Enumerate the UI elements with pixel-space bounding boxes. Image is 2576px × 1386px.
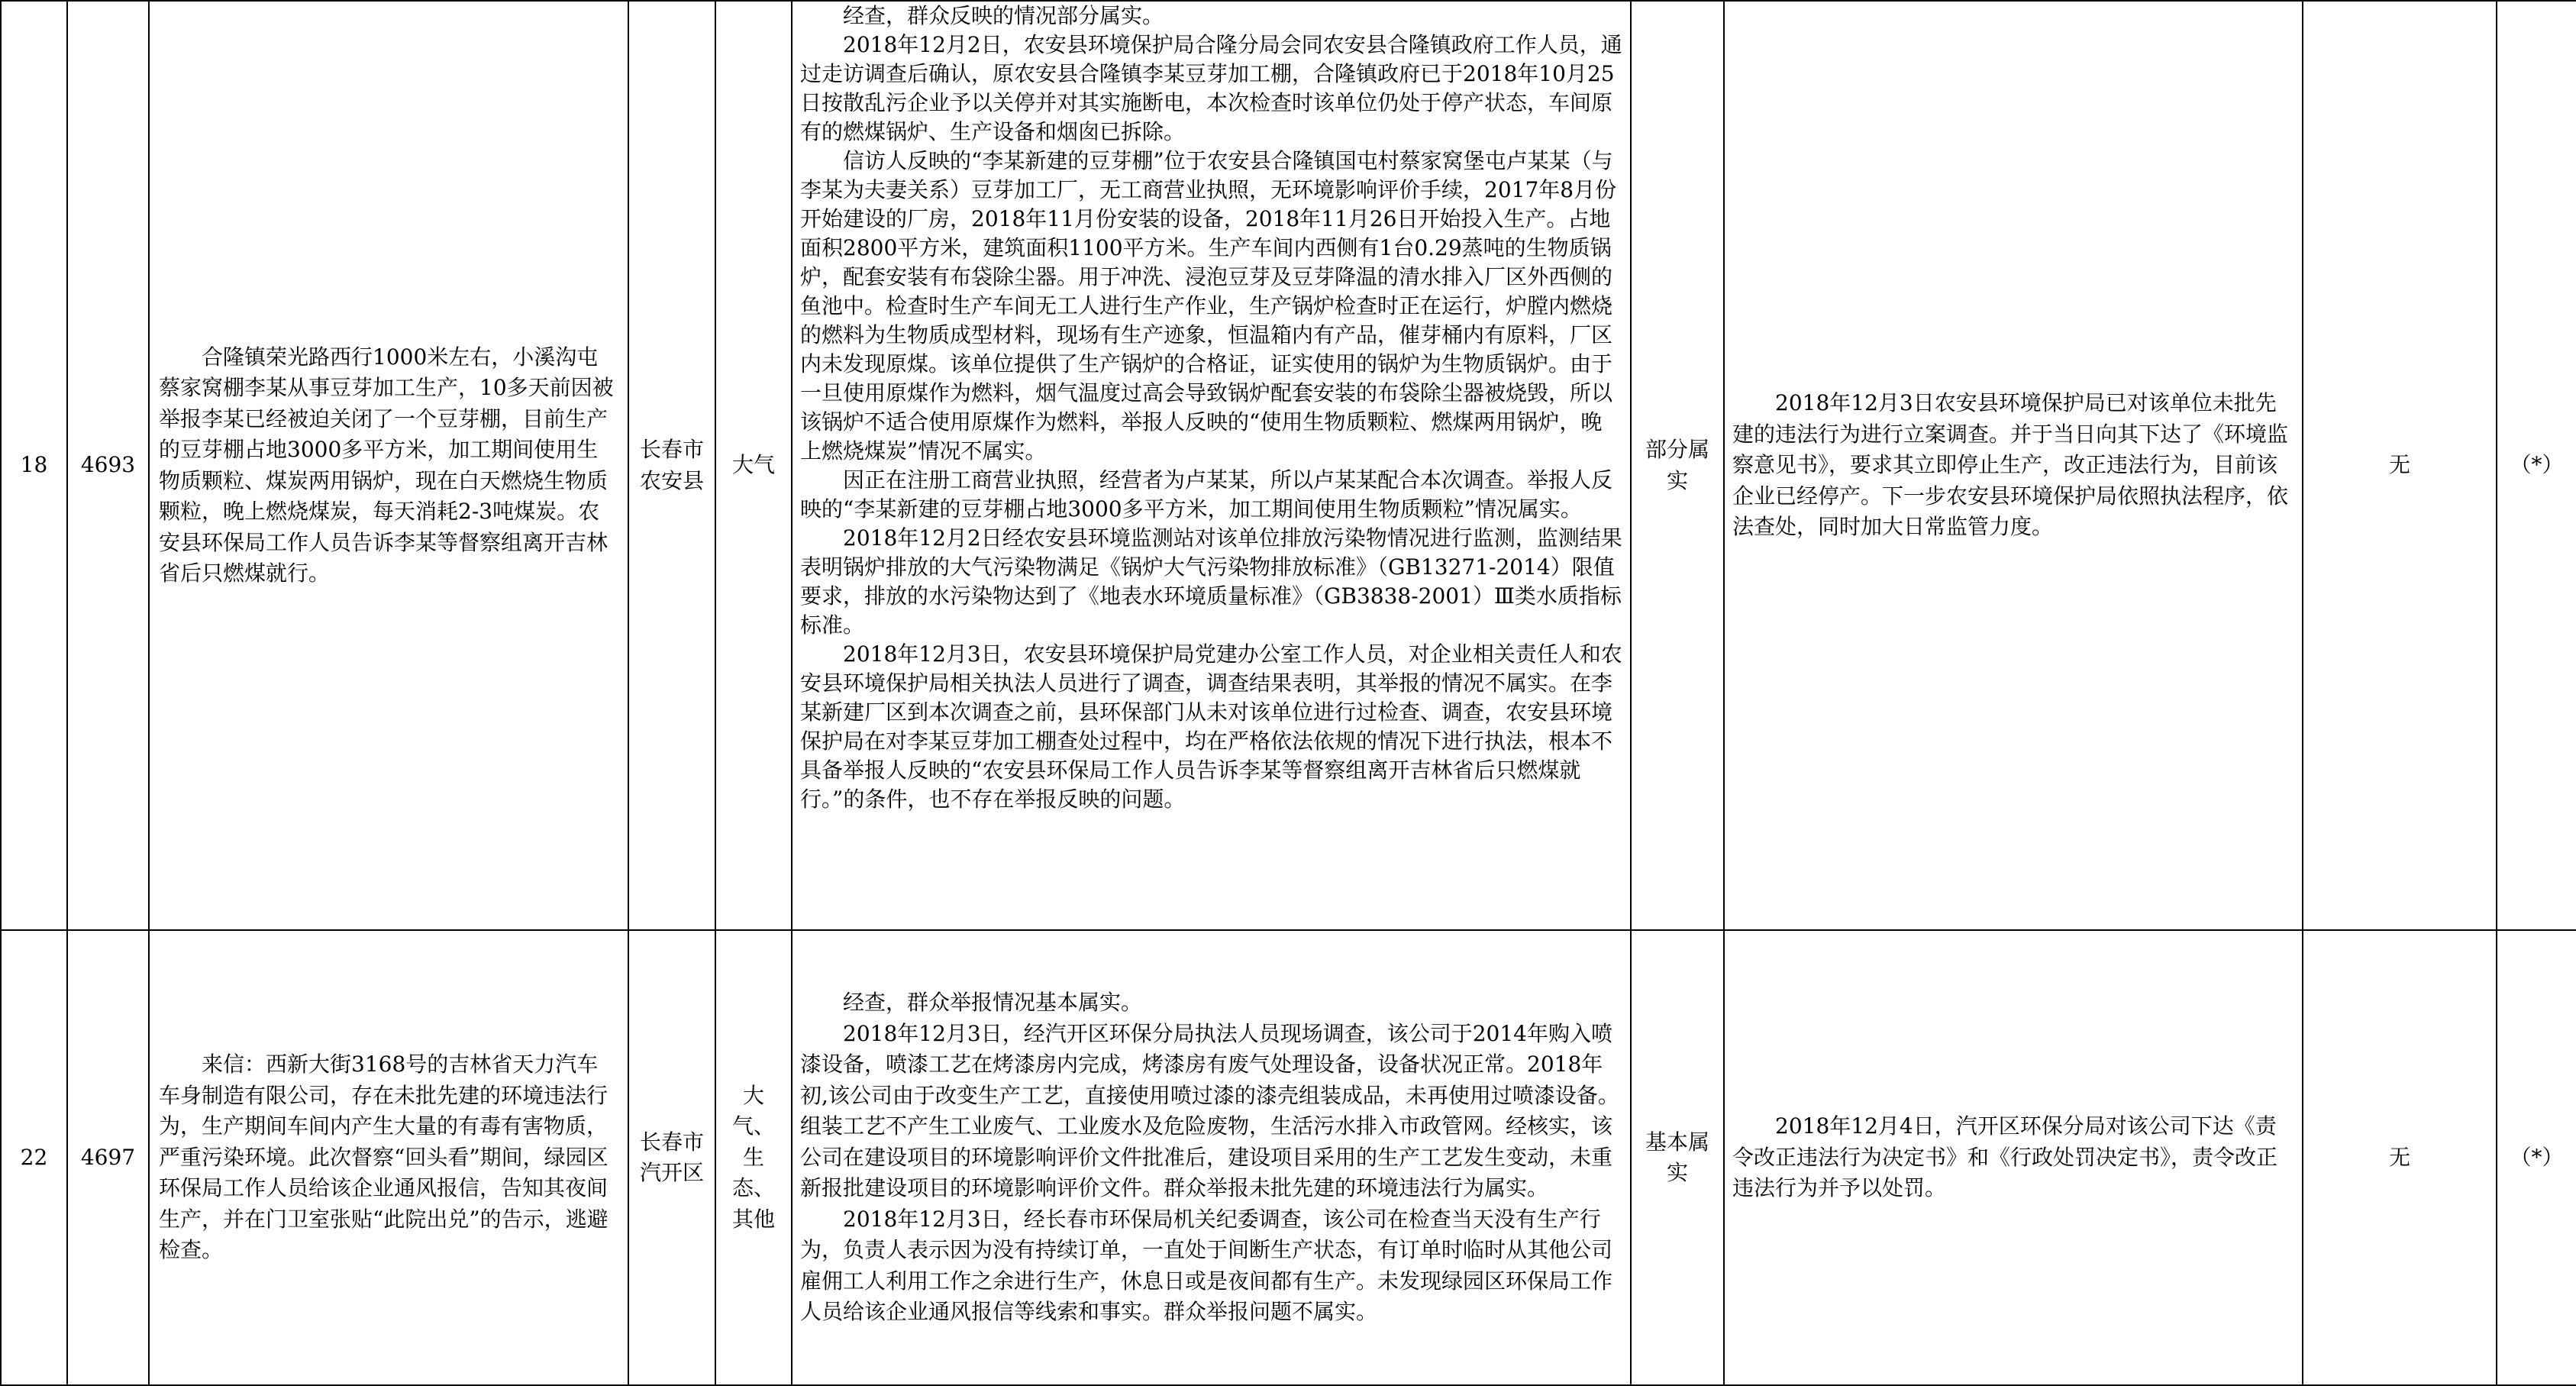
pollution-category: 大气、生态、其他 [715,930,792,1385]
verification-result: 基本属实 [1631,930,1724,1385]
process-paragraph: 经查，群众举报情况基本属实。 [843,990,1143,1016]
verification-result: 部分属实 [1631,1,1724,930]
case-code: 4697 [67,930,149,1385]
complaint-content [149,930,628,1385]
complaint-content [149,1,628,930]
accountability: 无 [2303,1,2497,930]
table-row-22 [1,930,2576,1385]
process-paragraph: 2018年12月2日经农安县环境监测站对该单位排放污染物情况进行监测，监测结果表明锅炉排放的大气污染物满足《锅炉大气污染物排放标准》（GB13271-2014）限值要求，排放的水污染物达到了《地表水环境质量标准》（GB3838-2001）Ⅲ类水质指标标准。 [800,525,1622,638]
investigation-details [792,1,1631,930]
table-row-18 [1,1,2576,930]
case-code: 4693 [67,1,149,930]
seq-number: 18 [1,1,67,930]
process-paragraph: 2018年12月3日，经长春市环保局机关纪委调查，该公司在检查当天没有生产行为，负责人表示因为没有持续订单，一直处于间断生产状态，有订单时临时从其他公司雇佣工人利用工作之余进行生产，休息日或是夜间都有生产。未发现绿园区环保局工作人员给该企业通风报信等线索和事实。群众举报问题不属实。 [800,1206,1613,1325]
administrative-region: 长春市农安县 [628,1,715,930]
investigation-details [792,930,1631,1385]
seq-number: 22 [1,930,67,1385]
process-paragraph: 因正在注册工商营业执照，经营者为卢某某，所以卢某某配合本次调查。举报人反映的“李某新建的豆芽棚占地3000多平方米，加工期间使用生物质颗粒”情况属实。 [800,467,1613,522]
handling-result [1724,930,2303,1385]
administrative-region: 长春市汽开区 [628,930,715,1385]
process-paragraph: 2018年12月2日，农安县环境保护局合隆分局会同农安县合隆镇政府工作人员，通过走访调查后确认，原农安县合隆镇李某豆芽加工棚，合隆镇政府已于2018年10月25日按散乱污企业予以关停并对其实施断电，本次检查时该单位仍处于停产状态，车间原有的燃煤锅炉、生产设备和烟囱已拆除。 [800,32,1622,144]
process-paragraph: 经查，群众反映的情况部分属实。 [843,3,1164,28]
process-paragraph: 2018年12月3日，农安县环境保护局党建办公室工作人员，对企业相关责任人和农安县环境保护局相关执法人员进行了调查，调查结果表明，其举报的情况不属实。在李某新建厂区到本次调查之前，县环保部门从未对该单位进行过检查、调查，农安县环境保护局在对李某豆芽加工棚查处过程中，均在严格依法依规的情况下进行执法，根本不具备举报人反映的“农安县环保局工作人员告诉李某等督察组离开吉林省后只燃煤就行。”的条件，也不存在举报反映的问题。 [800,641,1622,812]
handling-text: 2018年12月3日农安县环境保护局已对该单位未批先建的违法行为进行立案调查。并于当日向其下达了《环境监察意见书》，要求其立即停止生产，改正违法行为，目前该企业已经停产。下一步农安县环境保护局依照执法程序，依法查处，同时加大日常监管力度。 [1732,390,2289,540]
process-paragraph: 信访人反映的“李某新建的豆芽棚”位于农安县合隆镇国屯村蔡家窝堡屯卢某某（与李某为夫妻关系）豆芽加工厂，无工商营业执照，无环境影响评价手续，2017年8月份开始建设的厂房，2018年11月份安装的设备，2018年11月26日开始投入生产。占地面积2800平方米，建筑面积1100平方米。生产车间内西侧有1台0.29蒸吨的生物质锅炉，配套安装有布袋除尘器。用于冲洗、浸泡豆芽及豆芽降温的清水排入厂区外西侧的鱼池中。检查时生产车间无工人进行生产作业，生产锅炉检查时正在运行，炉膛内燃烧的燃料为生物质成型材料，现场有生产迹象，恒温箱内有产品，催芽桶内有原料，厂区内未发现原煤。该单位提供了生产锅炉的合格证，证实使用的锅炉为生物质锅炉。由于一旦使用原煤作为燃料，烟气温度过高会导致锅炉配套安装的布袋除尘器被烧毁，所以该锅炉不适合使用原煤作为燃料，举报人反映的“使用生物质颗粒、燃煤两用锅炉，晚上燃烧煤炭”情况不属实。 [800,148,1617,464]
handling-text: 2018年12月4日，汽开区环保分局对该公司下达《责令改正违法行为决定书》和《行政处罚决定书》，责令改正违法行为并予以处罚。 [1732,1113,2278,1201]
complaint-text: 合隆镇荣光路西行1000米左右，小溪沟屯蔡家窝棚李某从事豆芽加工生产，10多天前因被举报李某已经被迫关闭了一个豆芽棚，目前生产的豆芽棚占地3000多平方米，加工期间使用生物质颗粒、煤炭两用锅炉，现在白天燃烧生物质颗粒，晚上燃烧煤炭，每天消耗2-3吨煤炭。农安县环保局工作人员告诉李某等督察组离开吉林省后只燃煤就行。 [159,344,614,586]
accountability: 无 [2303,930,2497,1385]
remark: （*） [2497,930,2576,1385]
handling-result [1724,1,2303,930]
pollution-category: 大气 [715,1,792,930]
complaint-text: 来信：西新大街3168号的吉林省天力汽车车身制造有限公司，存在未批先建的环境违法行为，生产期间车间内产生大量的有毒有害物质，严重污染环境。此次督察“回头看”期间，绿园区环保局工作人员给该企业通风报信，告知其夜间生产，并在门卫室张贴“此院出兑”的告示，逃避检查。 [159,1052,608,1263]
remark: （*） [2497,1,2576,930]
process-paragraph: 2018年12月3日，经汽开区环保分局执法人员现场调查，该公司于2014年购入喷漆设备，喷漆工艺在烤漆房内完成，烤漆房有废气处理设备，设备状况正常。2018年初,该公司由于改变生产工艺，直接使用喷过漆的漆壳组装成品，未再使用过喷漆设备。组装工艺不产生工业废气、工业废水及危险废物，生活污水排入市政管网。经核实，该公司在建设项目的环境影响评价文件批准后，建设项目采用的生产工艺发生变动，未重新报批建设项目的环境影响评价文件。群众举报未批先建的环境违法行为属实。 [800,1020,1619,1201]
